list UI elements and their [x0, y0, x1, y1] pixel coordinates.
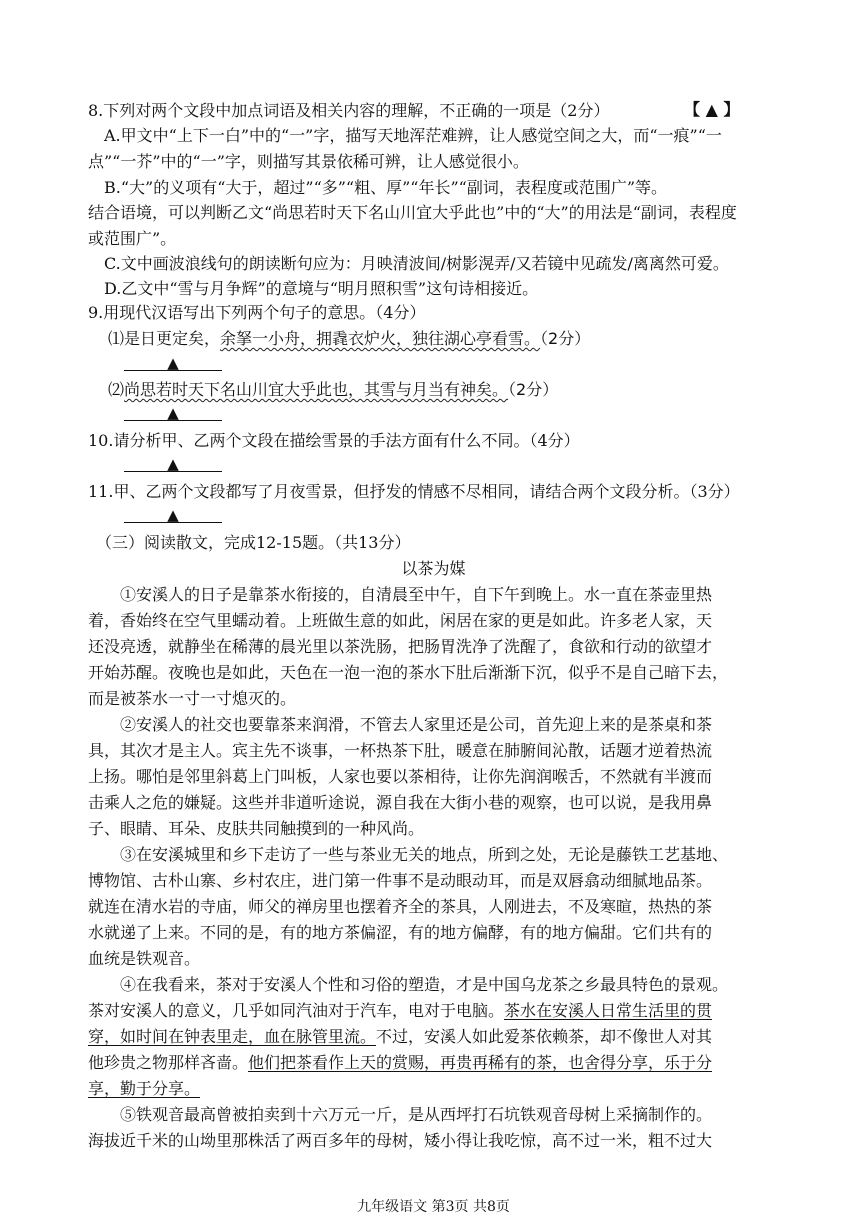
essay-line: 而是被茶水一寸一寸熄灭的。: [88, 689, 297, 708]
essay-line: [88, 1050, 712, 1076]
q9-item-1-wavy: 余拏一小舟，拥毳衣炉火，独往湖心亭看雪。: [220, 329, 541, 348]
q8-option-c: C.文中画波浪线句的朗读断句应为：月映清波间/树影滉弄/又若镜中见疏发/离离然可爱。: [104, 254, 729, 273]
answer-bracket: 【 ▲ 】: [684, 100, 740, 119]
essay-line: 血统是铁观音。: [88, 949, 201, 968]
essay-line: 博物馆、古朴山寨、乡村农庄，进门第一件事不是动眼动耳，而是双唇翕动细腻地品茶。: [88, 871, 713, 890]
answer-blank-9-2: [124, 420, 222, 421]
q9-item-1-lead: ⑴是日更定矣，: [108, 329, 221, 348]
essay-line: ②安溪人的社交也要靠茶来润滑，不管去人家里还是公司，首先迎上来的是茶桌和茶: [120, 715, 713, 734]
q9-item-1: [108, 326, 590, 352]
essay-line: 还没亮透，就静坐在稀薄的晨光里以茶洗肠，把肠胃洗净了洗醒了，食欲和行动的欲望才: [88, 637, 713, 656]
essay-underlined-segment: 穿，如时间在钟表里走，血在脉管里流。: [88, 1027, 377, 1046]
q8-stem: [88, 98, 609, 124]
essay-line: 就连在清水岩的寺庙，师父的禅房里也摆着齐全的茶具，人刚进去，不及寒暄，热热的茶: [88, 897, 713, 916]
essay-line: [88, 1076, 200, 1102]
q8-option-b-cont2: 或范围广”。: [88, 229, 177, 248]
answer-blank-9-1: [124, 370, 222, 371]
essay-line: ①安溪人的日子是靠茶水衔接的，自清晨至中午，自下午到晚上。水一直在茶壶里热: [120, 585, 713, 604]
essay-underlined-segment: 茶水在安溪人日常生活里的贯: [504, 1001, 713, 1020]
q9-item-1-score: （2分）: [540, 329, 591, 348]
answer-mark-11: ▲: [167, 506, 179, 524]
essay-line: ④在我看来，茶对于安溪人个性和习俗的塑造，才是中国乌龙茶之乡最具特色的景观。: [120, 975, 729, 994]
essay-segment: 他珍贵之物那样吝啬。: [88, 1053, 249, 1072]
q11-stem: 11.甲、乙两个文段都写了月夜雪景，但抒发的情感不尽相同，请结合两个文段分析。（3分）: [88, 482, 740, 501]
q8-option-b-cont: 结合语境，可以判断乙文“尚思若时天下名山川宜大乎此也”中的“大”的用法是“副词，表程度: [88, 203, 737, 222]
essay-line: 上扬。哪怕是邻里斜葛上门叫板，人家也要以茶相待，让你先润润喉舌，不然就有半渡而: [88, 767, 713, 786]
essay-segment: 不过，安溪人如此爱茶依赖茶，却不像世人对其: [376, 1027, 713, 1046]
q9-item-2-score: （2分）: [508, 380, 559, 399]
q8-stem-text: 8.下列对两个文段中加点词语及相关内容的理解，不正确的一项是（2分）: [88, 101, 610, 120]
essay-line: 子、眼睛、耳朵、皮肤共同触摸到的一种风尚。: [88, 819, 425, 838]
essay-line: 水就递了上来。不同的是，有的地方茶偏涩，有的地方偏酵，有的地方偏甜。它们共有的: [88, 923, 713, 942]
essay-line: 海拔近千米的山坳里那株活了两百多年的母树，矮小得让我吃惊，高不过一米，粗不过大: [88, 1131, 713, 1150]
essay-line: 击乘人之危的嫌疑。这些并非道听途说，源自我在大街小巷的观察，也可以说，是我用鼻: [88, 793, 713, 812]
answer-blank-11: [124, 522, 222, 523]
essay-line: 开始苏醒。夜晚也是如此，天色在一泡一泡的茶水下肚后渐渐下沉，似乎不是自己暗下去，: [88, 663, 729, 682]
essay-underlined-segment: 他们把茶看作上天的赏赐，再贵再稀有的茶，也舍得分享，乐于分: [248, 1053, 713, 1072]
essay-line: ③在安溪城里和乡下走访了一些与茶业无关的地点，所到之处，无论是藤铁工艺基地、: [120, 845, 729, 864]
essay-line: [88, 1024, 712, 1050]
q9-item-2: [108, 377, 558, 403]
q10-stem: 10.请分析甲、乙两个文段在描绘雪景的手法方面有什么不同。（4分）: [88, 431, 580, 450]
q9-item-2-wavy: 尚思若时天下名山川宜大乎此也，其雪与月当有神矣。: [124, 380, 509, 399]
essay-segment: 茶对安溪人的意义，几乎如同汽油对于汽车，电对于电脑。: [88, 1001, 505, 1020]
essay-line: 具，其次才是主人。宾主先不谈事，一杯热茶下肚，暖意在肺腑间沁散，话题才逆着热流: [88, 741, 713, 760]
essay-line: ⑤铁观音最高曾被拍卖到十六万元一斤，是从西坪打石坑铁观音母树上采摘制作的。: [120, 1105, 713, 1124]
q8-option-b: B.“大”的义项有“大于，超过”“多”“粗、厚”“年长”“副词，表程度或范围广”等。: [104, 178, 668, 197]
answer-mark-10: ▲: [167, 455, 179, 473]
section3-heading: （三）阅读散文，完成12-15题。（共13分）: [96, 533, 411, 552]
page-footer: 九年级语文 第3页 共8页: [357, 1199, 510, 1215]
q8-option-a: A.甲文中“上下一白”中的“一”字，描写天地浑茫难辨，让人感觉空间之大，而“一痕”“一: [104, 126, 722, 145]
q9-stem: 9.用现代汉语写出下列两个句子的意思。（4分）: [88, 303, 426, 322]
answer-blank-10: [124, 471, 222, 472]
essay-line: [88, 998, 712, 1024]
essay-title: 以茶为媒: [401, 559, 466, 578]
q9-item-2-lead: ⑵: [108, 380, 125, 399]
q8-option-a-cont: 点”“一芥”中的“一”字，则描写其景依稀可辨，让人感觉很小。: [88, 152, 529, 171]
answer-mark-9-1: ▲: [167, 354, 179, 372]
q8-option-d: D.乙文中“雪与月争辉”的意境与“明月照积雪”这句诗相接近。: [104, 279, 539, 298]
essay-underlined-segment: 享，勤于分享。: [88, 1079, 201, 1098]
essay-line: 着，香始终在空气里蠕动着。上班做生意的如此，闲居在家的更是如此。许多老人家，天: [88, 611, 713, 630]
answer-mark-9-2: ▲: [167, 404, 179, 422]
